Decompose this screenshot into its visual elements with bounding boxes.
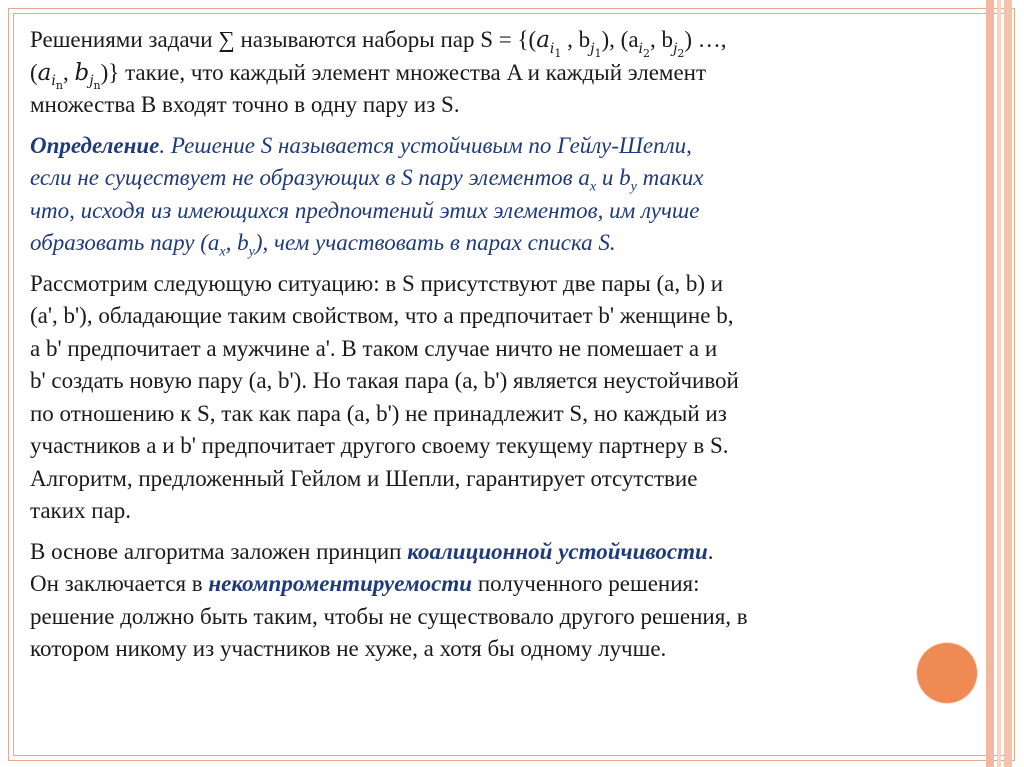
- text-line: а b' предпочитает a мужчине a'. В таком случае ничто не помешает a и: [30, 335, 718, 361]
- text-line: таких пар.: [30, 498, 132, 523]
- text-line: если не существует не образующих в S пару элементов $a_x$ и $b_y$ таких: [30, 165, 704, 195]
- text-line: котором никому из участников не хуже, а хотя бы одному лучше.: [30, 636, 667, 661]
- text-line: Определение. Решение S называется устойчивым по Гейлу-Шепли,: [30, 132, 692, 158]
- text-line: множества B входят точно в одну пару из S.: [30, 92, 460, 117]
- text-line: Решениями задачи ∑ называются наборы пар $S = \{(a_{i_1}$ , $b_{j_1}$), ($a_{i_2}$, $b_{j_2}$) …,: [30, 27, 727, 60]
- decor-stripe: [986, 0, 994, 767]
- text-line: В основе алгоритма заложен принцип коалиционной устойчивости.: [30, 538, 714, 564]
- text-line: участников a и b' предпочитает другого своему текущему партнеру в S.: [30, 433, 729, 458]
- text-line: Алгоритм, предложенный Гейлом и Шепли, гарантирует отсутствие: [30, 465, 698, 491]
- text-line: (a', b'), обладающие таким свойством, что a предпочитает b' женщине b,: [30, 303, 734, 328]
- text-line: по отношению к S, так как пара (a, b') не принадлежит S, но каждый из: [30, 400, 727, 426]
- paragraph-solutions: [30, 24, 980, 122]
- text-line: Рассмотрим следующую ситуацию: в S присутствуют две пары (a, b) и: [30, 270, 724, 296]
- highlight-term: коалиционной устойчивости: [407, 538, 708, 564]
- decor-stripe: [997, 0, 1001, 767]
- definition-term: Определение: [30, 132, 160, 158]
- text-line: Он заключается в некомпроментируемости полученного решения:: [30, 571, 700, 596]
- text-line: образовать пару ($a_x$, $b_y$), чем участвовать в парах списка S.: [30, 230, 616, 260]
- slide-content: [30, 24, 980, 674]
- paragraph-definition: [30, 130, 980, 260]
- text-line: ($a_{i_n}$, $b_{j_n}$)} такие, что каждый элемент множества A и каждый элемент: [30, 59, 707, 92]
- text-line: b' создать новую пару (a, b'). Но такая пара (a, b') является неустойчивой: [30, 368, 739, 393]
- paragraph-situation: [30, 268, 980, 528]
- text-line: решение должно быть таким, чтобы не существовало другого решения, в: [30, 603, 748, 629]
- decor-stripe: [1004, 0, 1012, 767]
- paragraph-principle: [30, 536, 980, 666]
- highlight-term: некомпроментируемости: [208, 571, 473, 596]
- text-line: что, исходя из имеющихся предпочтений этих элементов, им лучше: [30, 197, 700, 223]
